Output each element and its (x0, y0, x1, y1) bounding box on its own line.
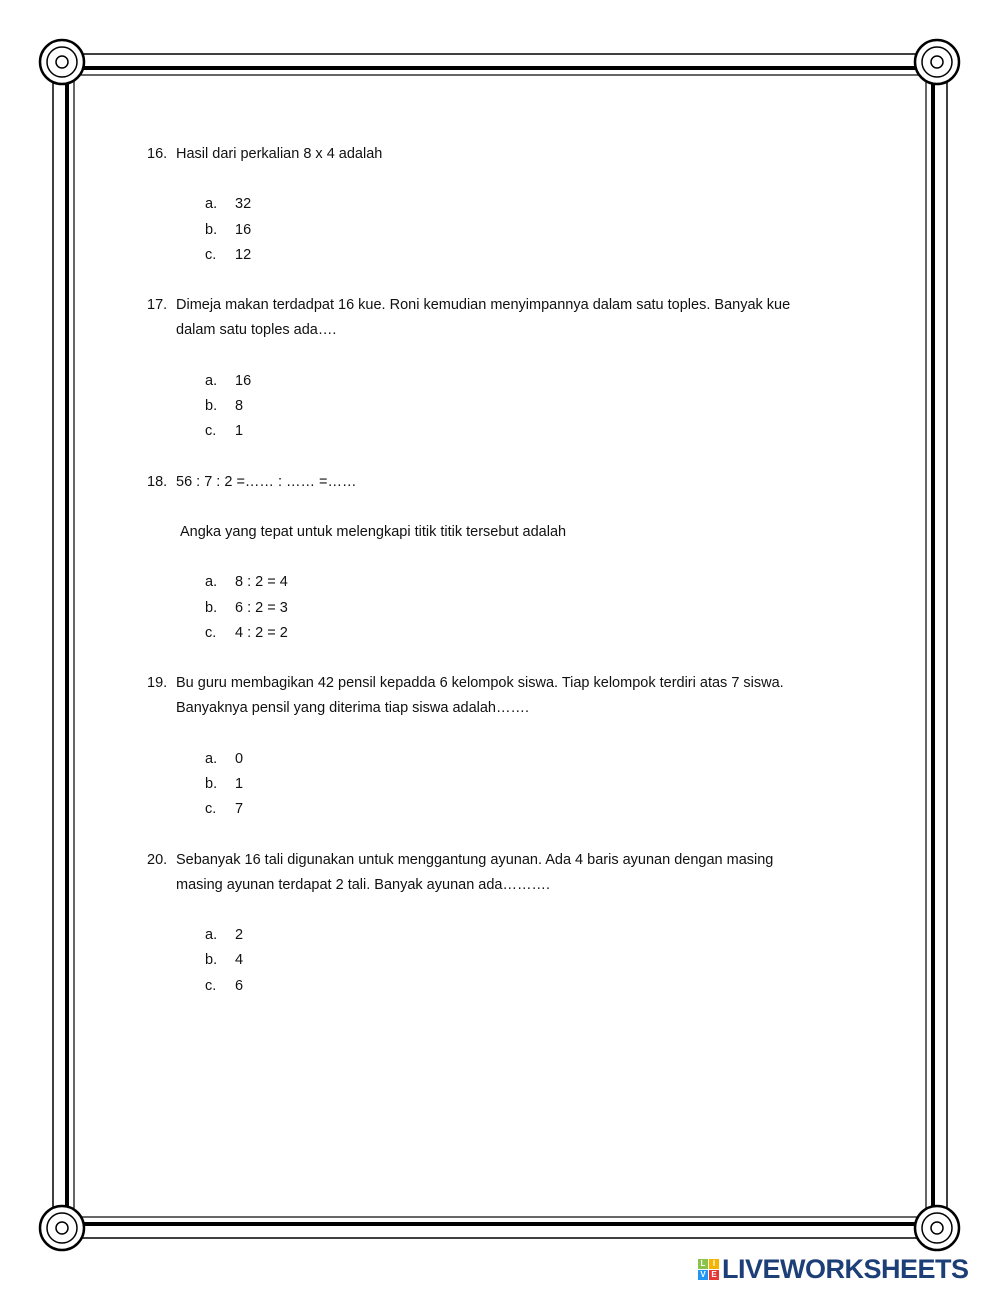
options-list (205, 923, 887, 999)
option-letter: a. (205, 750, 218, 767)
question-20 (147, 848, 887, 898)
option-letter: c. (205, 801, 217, 818)
question-19 (147, 671, 887, 721)
question-text: masing ayunan terdapat 2 tali. Banyak ayunan ada………. (176, 876, 551, 893)
question-18 (147, 470, 887, 495)
option-letter: a. (205, 372, 218, 389)
option-value: 0 (235, 750, 244, 767)
answer-option[interactable] (205, 797, 887, 822)
logo-tile: I (709, 1259, 719, 1269)
corner-ornament (915, 1206, 959, 1250)
options-list (205, 369, 887, 445)
question-text: Sebanyak 16 tali digunakan untuk menggantung ayunan. Ada 4 baris ayunan dengan masing (176, 851, 774, 868)
corner-ornament (40, 1206, 84, 1250)
option-value: 1 (235, 423, 244, 440)
answer-option[interactable] (205, 747, 887, 772)
option-value: 7 (235, 801, 244, 818)
option-value: 16 (235, 221, 252, 238)
question-number: 17. (147, 297, 168, 314)
answer-option[interactable] (205, 596, 887, 621)
option-letter: b. (205, 221, 218, 238)
question-number: 20. (147, 851, 168, 868)
option-letter: b. (205, 599, 218, 616)
question-text: Dimeja makan terdadpat 16 kue. Roni kemudian menyimpannya dalam satu toples. Banyak kue (176, 297, 791, 314)
option-value: 4 : 2 = 2 (235, 624, 288, 641)
option-value: 8 (235, 397, 244, 414)
option-value: 2 (235, 927, 244, 944)
question-16 (147, 142, 887, 167)
corner-ornament (915, 40, 959, 84)
option-letter: a. (205, 574, 218, 591)
option-value: 12 (235, 246, 252, 263)
answer-option[interactable] (205, 621, 887, 646)
answer-option[interactable] (205, 974, 887, 999)
answer-option[interactable] (205, 369, 887, 394)
question-text: 56 : 7 : 2 =…… : …… =…… (176, 473, 357, 490)
option-letter: c. (205, 423, 217, 440)
question-17 (147, 293, 887, 343)
logo-tile: L (698, 1259, 708, 1269)
option-value: 6 : 2 = 3 (235, 599, 288, 616)
option-value: 1 (235, 775, 244, 792)
logo-text: LIVEWORKSHEETS (722, 1254, 969, 1284)
question-text: dalam satu toples ada…. (176, 322, 337, 339)
logo-tile: V (698, 1270, 708, 1280)
option-letter: b. (205, 952, 218, 969)
question-text: Hasil dari perkalian 8 x 4 adalah (176, 146, 383, 162)
question-number: 18. (147, 473, 168, 490)
answer-option[interactable] (205, 394, 887, 419)
option-letter: c. (205, 977, 217, 994)
question-text: Bu guru membagikan 42 pensil kepadda 6 kelompok siswa. Tiap kelompok terdiri atas 7 siswa. (176, 675, 784, 692)
question-number: 16. (147, 146, 168, 162)
options-list (205, 570, 887, 646)
answer-option[interactable] (205, 419, 887, 444)
answer-option[interactable] (205, 923, 887, 948)
logo-tiles-icon (698, 1259, 719, 1280)
options-list (205, 747, 887, 823)
option-letter: b. (205, 775, 218, 792)
logo-tile: E (709, 1270, 719, 1280)
option-letter: c. (205, 624, 217, 641)
answer-option[interactable] (205, 192, 887, 217)
option-value: 4 (235, 952, 244, 969)
corner-ornament (40, 40, 84, 84)
question-number: 19. (147, 675, 168, 692)
answer-option[interactable] (205, 218, 887, 243)
answer-option[interactable] (205, 243, 887, 268)
liveworksheets-logo (698, 1254, 969, 1285)
question-text: Banyaknya pensil yang diterima tiap siswa adalah……. (176, 700, 530, 717)
answer-option[interactable] (205, 772, 887, 797)
option-value: 16 (235, 372, 252, 389)
option-letter: a. (205, 196, 218, 213)
question-list (147, 142, 887, 1024)
option-value: 8 : 2 = 4 (235, 574, 288, 591)
answer-option[interactable] (205, 948, 887, 973)
option-value: 6 (235, 977, 244, 994)
option-letter: c. (205, 246, 217, 263)
answer-option[interactable] (205, 570, 887, 595)
option-value: 32 (235, 196, 252, 213)
question-instruction: Angka yang tepat untuk melengkapi titik titik tersebut adalah (180, 523, 567, 540)
option-letter: a. (205, 927, 218, 944)
options-list (205, 192, 887, 268)
option-letter: b. (205, 397, 218, 414)
